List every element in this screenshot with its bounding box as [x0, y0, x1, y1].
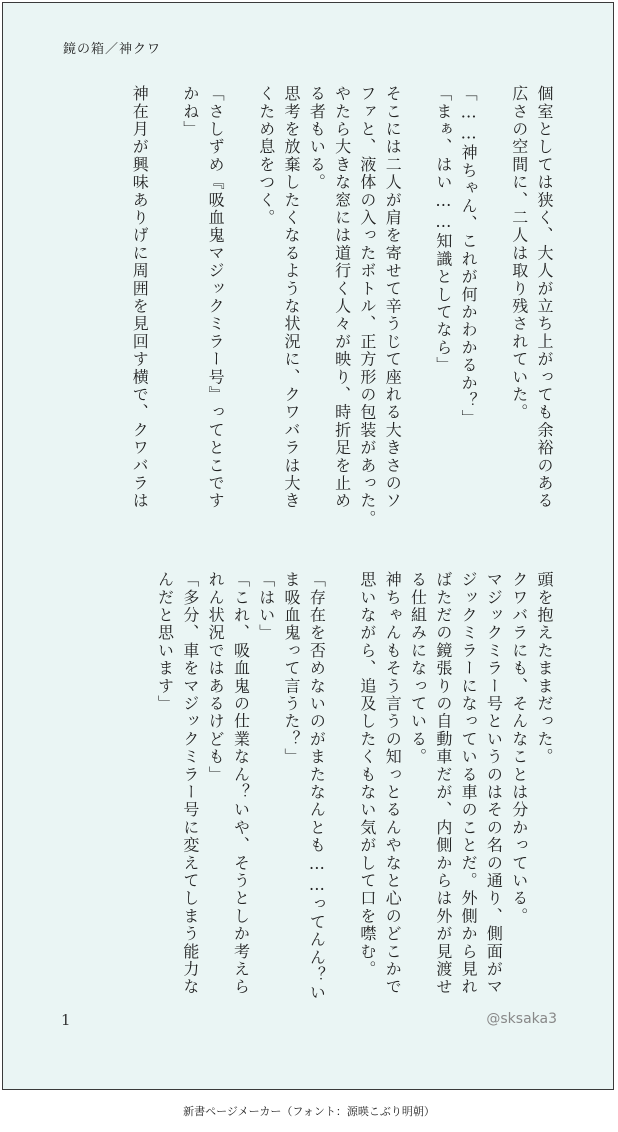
blank-column: [481, 85, 506, 563]
text-column: 神在月が興味ありげに周囲を見回す横で、クワバラは: [130, 85, 150, 510]
blank-column: [329, 571, 354, 1049]
blank-column: [152, 85, 177, 563]
text-column: 「さしずめ『吸血鬼マジックミラー号』ってとこです: [206, 85, 226, 510]
page-number: 1: [61, 1011, 71, 1029]
text-column: 思いながら、追及したくもない気がして口を噤む。: [357, 571, 377, 979]
book-page: [2, 2, 614, 1090]
author-handle: @sksaka3: [486, 1011, 557, 1027]
text-column: ばただの鏡張りの自動車だが、内側からは外が見渡せ: [433, 571, 453, 996]
text-column: やたら大きな窓には道行く人々が映り、時折足を止め: [332, 85, 352, 510]
text-column: 思考を放棄したくなるような状況に、クワバラは大き: [282, 85, 302, 510]
text-block-bottom: [152, 571, 557, 1049]
text-column: 「存在を否めないのがまたなんとも……ってんん？い: [307, 571, 327, 1002]
text-column: 神ちゃんもそう言うの知っとるんやなと心のどこかで: [383, 571, 403, 996]
generator-credit: 新書ページメーカー（フォント：源暎こぶり明朝）: [183, 1105, 435, 1118]
text-column: れん状況ではあるけども」: [206, 571, 226, 784]
text-column: る仕組みになっている。: [408, 571, 428, 766]
text-column: クワバラにも、そんなことは分かっている。: [509, 571, 529, 925]
text-column: 「これ、吸血鬼の仕業なん？いや、そうとしか考えら: [231, 571, 251, 996]
page-title: 鏡の箱／神クワ: [63, 42, 162, 57]
blank-column: [228, 85, 253, 563]
text-column: 「多分、車をマジックミラー号に変えてしまう能力な: [180, 571, 200, 996]
text-column: ま吸血鬼って言うた？」: [282, 571, 302, 766]
text-column: ジックミラーになっている車のことだ。外側から見れ: [459, 571, 479, 996]
text-column: 広さの空間に、二人は取り残されていた。: [509, 85, 529, 422]
text-column: 「はい」: [256, 571, 276, 642]
blank-column: [405, 85, 430, 563]
text-column: かね」: [180, 85, 200, 139]
text-column: くため息をつく。: [256, 85, 276, 227]
text-column: そこには二人が肩を寄せて辛うじて座れる大きさのソ: [383, 85, 403, 510]
text-column: 「まぁ、はい……知識としてなら」: [433, 85, 453, 375]
text-column: マジックミラー号というのはその名の通り、側面がマ: [484, 571, 504, 996]
text-column: る者もいる。: [307, 85, 327, 192]
text-column: 「……神ちゃん、これが何かわかるか？」: [459, 85, 479, 428]
text-column: 個室としては狭く、大人が立ち上がっても余裕のある: [535, 85, 554, 510]
text-column: 頭を抱えたままだった。: [535, 571, 554, 766]
text-column: ファと、液体の入ったボトル、正方形の包装があった。: [357, 85, 377, 528]
text-block-top: [127, 85, 557, 563]
text-column: んだと思います」: [155, 571, 175, 713]
